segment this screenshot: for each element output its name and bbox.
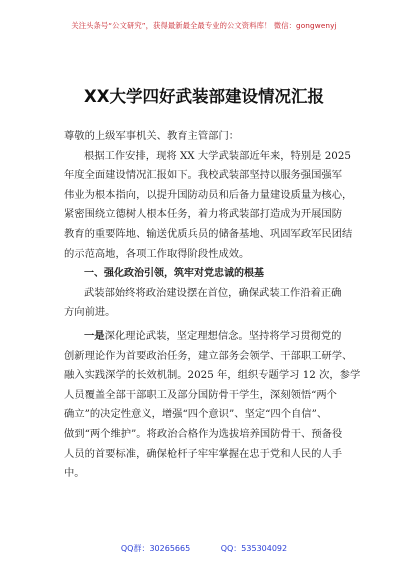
paragraph-3 [64,327,360,484]
footer-contact [0,543,408,554]
paragraph-line-text: 深化理论武装，坚定理想信念。坚持将学习贯彻党的 [104,329,342,342]
salutation: 尊敬的上级军事机关、教育主管部门： [64,130,240,142]
paragraph-line: 做到“两个维护”。将政治合格作为选拔培养国防骨干、预备役 [64,427,343,440]
paragraph-line: 武装部始终将政治建设摆在首位，确保武装工作沿着正确 [84,286,342,299]
paragraph-line: 根据工作安排，现将 XX 大学武装部近年来，特别是 2025 [84,149,351,162]
paragraph-line: 确立”的决定性意义，增强“四个意识”、坚定“四个自信”、 [64,408,328,421]
paragraph-line: 中。 [64,467,85,480]
paragraph-line: 融入实践深学的长效机制。2025 年，组织专题学习 12 次，参学 [64,369,360,382]
document-title: XX大学四好武装部建设情况汇报 [84,87,324,106]
footer-qq: QQ：535304092 [220,544,288,553]
paragraph-line: 紧密围绕立德树人根本任务，着力将武装部打造成为开展国防 [64,208,343,221]
paragraph-line: 人员的首要标准，确保枪杆子牢牢掌握在忠于党和人民的人手 [64,447,343,460]
paragraph-line: 人员覆盖全部干部职工及部分国防骨干学生，深刻领悟“两个 [64,388,337,401]
document-body [64,127,360,484]
section-1-heading: 一、强化政治引领，筑牢对党忠诚的根基 [84,268,264,280]
paragraph-line: 伟业为根本指向，以提升国防动员和后备力量建设质量为核心， [64,188,353,201]
paragraph-line: 教育的重要阵地、输送优质兵员的储备基地、巩固军政军民团结 [64,227,353,240]
paragraph-line: 年度全面建设情况汇报如下。我校武装部坚持以服务强国强军 [64,169,343,182]
paragraph-line: 方向前进。 [64,306,116,319]
paragraph-lead: 一是 [84,329,105,342]
paragraph-1 [64,147,360,265]
footer-qq-group: QQ群：30265665 [120,544,191,553]
paragraph-line [64,327,360,347]
paragraph-line: 创新理论作为首要政治任务，建立部务会领学、干部职工研学、 [64,349,353,362]
paragraph-2 [64,284,360,323]
paragraph-line: 的示范高地，各项工作取得阶段性成效。 [64,247,250,260]
header-promo-note: 关注头条号“公文研究”，获得最新最全最专业的公文资料库！ 微信：gongwenyj [71,21,337,30]
